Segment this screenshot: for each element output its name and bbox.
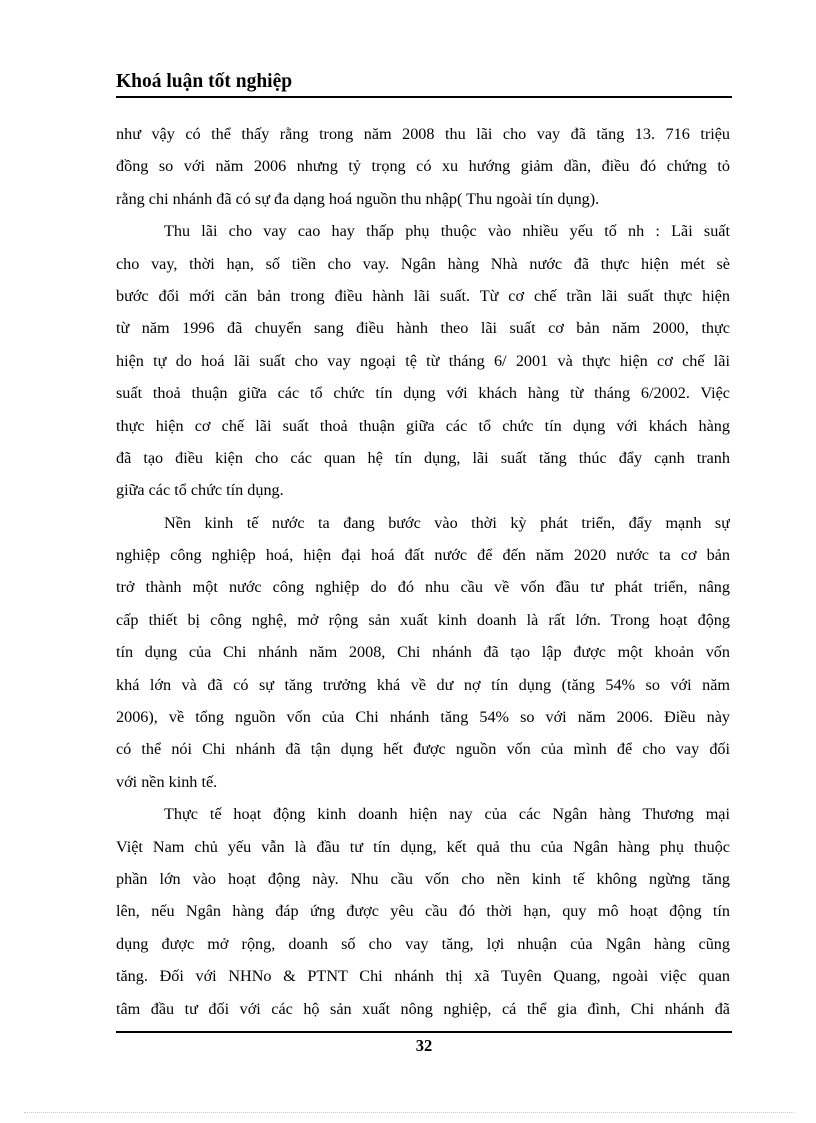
text-line: đã tạo điều kiện cho các quan hệ tín dụng, lãi suất tăng thúc đẩy cạnh tranh [116, 448, 730, 467]
text-line: phần lớn vào hoạt động này. Nhu cầu vốn cho nền kinh tế không ngừng tăng [116, 869, 730, 888]
text-line: cho vay, thời hạn, số tiền cho vay. Ngân hàng Nhà nước đã thực hiện mét sè [116, 254, 730, 273]
text-line: nghiệp công nghiệp hoá, hiện đại hoá đất nước để đến năm 2020 nước ta cơ bản [116, 546, 730, 565]
header-title: Khoá luận tốt nghiệp [116, 71, 293, 92]
page-edge-divider [24, 1112, 794, 1113]
text-line: rằng chi nhánh đã có sự đa dạng hoá nguồn thu nhập( Thu ngoài tín dụng). [116, 189, 600, 208]
text-line: lên, nếu Ngân hàng đáp ứng được yêu cầu đó thời hạn, quy mô hoạt động tín [116, 902, 730, 921]
paragraph [116, 507, 730, 799]
text-line: khá lớn và đã có sự tăng trưởng khá về dư nợ tín dụng (tăng 54% so với năm [116, 675, 730, 694]
text-line: tín dụng của Chi nhánh năm 2008, Chi nhánh đã tạo lập được một khoản vốn [116, 643, 730, 662]
text-line: trở thành một nước công nghiệp do đó nhu cầu về vốn đầu tư phát triển, nâng [116, 578, 730, 597]
text-line: có thể nói Chi nhánh đã tận dụng hết được nguồn vốn của mình để cho vay đối [116, 740, 730, 759]
text-line: Việt Nam chủ yếu vẫn là đầu tư tín dụng, kết quả thu của Ngân hàng phụ thuộc [116, 837, 730, 856]
text-line: cấp thiết bị công nghệ, mở rộng sản xuất kinh doanh là rất lớn. Trong hoạt động [116, 610, 730, 629]
text-line: đồng so với năm 2006 nhưng tỷ trọng có xu hướng giảm dần, điều đó chứng tỏ [116, 157, 730, 176]
text-line: với nền kinh tế. [116, 772, 218, 791]
text-line: hiện tự do hoá lãi suất cho vay ngoại tệ từ tháng 6/ 2001 và thực hiện cơ chế lãi [116, 351, 730, 370]
page-number: 32 [415, 1036, 433, 1055]
paragraph [116, 798, 730, 1025]
text-line: như vậy có thể thấy rằng trong năm 2008 thu lãi cho vay đã tăng 13. 716 triệu [116, 125, 730, 143]
paragraph [116, 118, 730, 215]
text-line: Thực tế hoạt động kinh doanh hiện nay của các Ngân hàng Thương mại [164, 805, 730, 824]
text-line: 2006), về tổng nguồn vốn của Chi nhánh tăng 54% so với năm 2006. Điều này [116, 708, 730, 727]
text-line: thực hiện cơ chế lãi suất thoả thuận giữa các tổ chức tín dụng với khách hàng [116, 416, 730, 435]
text-line: Nền kinh tế nước ta đang bước vào thời kỳ phát triển, đẩy mạnh sự [164, 513, 730, 532]
footer-divider [116, 1031, 732, 1033]
text-line: dụng được mở rộng, doanh số cho vay tăng, lợi nhuận của Ngân hàng cũng [116, 934, 730, 953]
text-line: Thu lãi cho vay cao hay thấp phụ thuộc vào nhiều yếu tố nh : Lãi suất [164, 222, 730, 241]
text-line: bước đổi mới căn bản trong điều hành lãi suất. Từ cơ chế trần lãi suất thực hiện [116, 286, 730, 305]
paragraph [116, 215, 730, 507]
text-line: suất thoả thuận giữa các tổ chức tín dụng với khách hàng từ tháng 6/2002. Việc [116, 384, 730, 403]
text-line: từ năm 1996 đã chuyển sang điều hành theo lãi suất cơ bản năm 2000, thực [116, 319, 730, 338]
page-header [116, 66, 732, 98]
text-line: giữa các tổ chức tín dụng. [116, 481, 284, 500]
text-line: tăng. Đối với NHNo & PTNT Chi nhánh thị xã Tuyên Quang, ngoài việc quan [116, 967, 730, 986]
text-line: tâm đầu tư đối với các hộ sản xuất nông nghiệp, cá thể gia đình, Chi nhánh đã [116, 999, 730, 1018]
page-body [116, 118, 730, 1018]
